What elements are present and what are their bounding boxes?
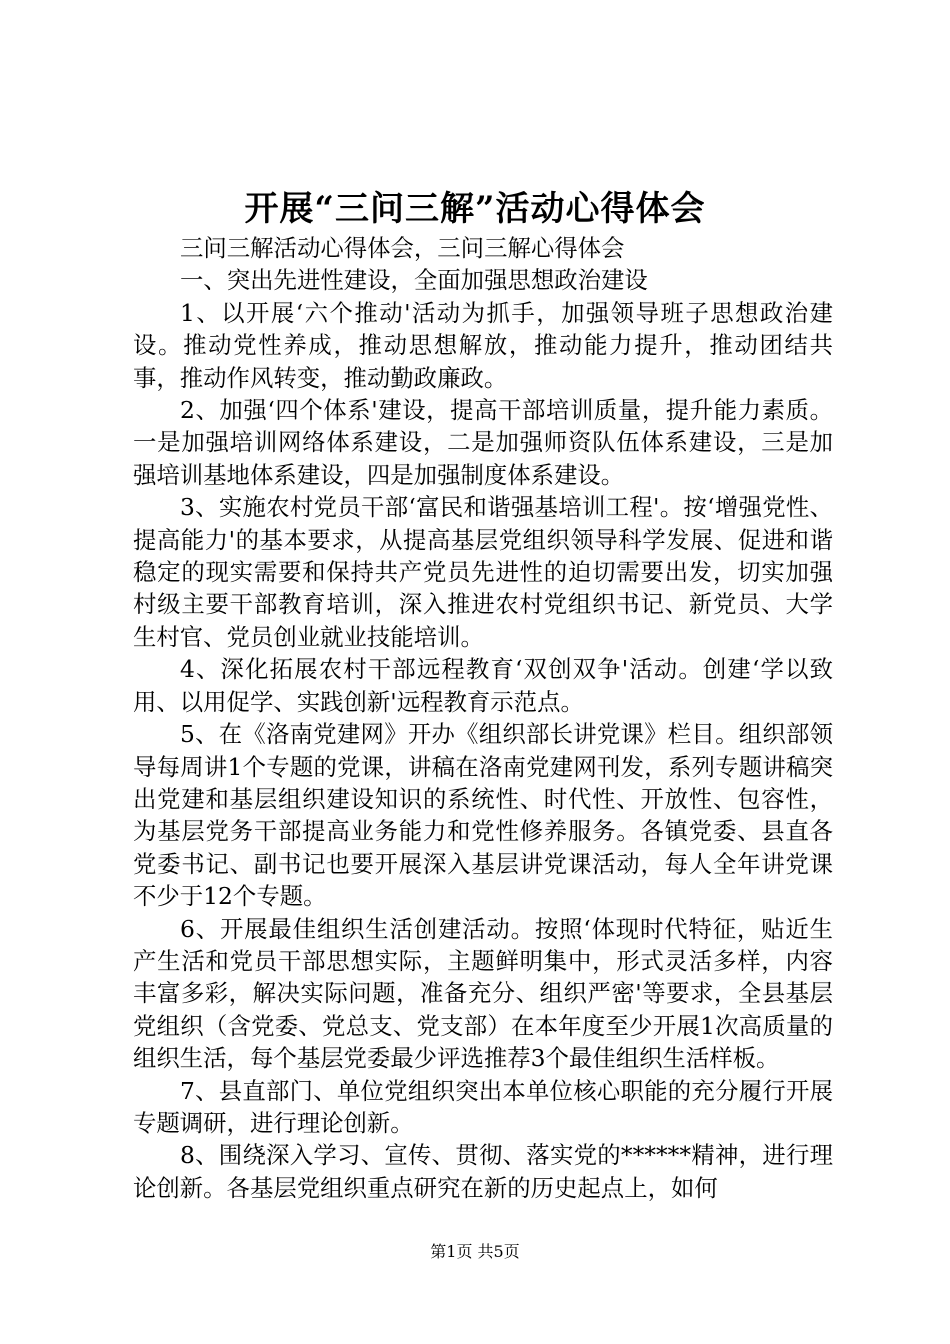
page-footer: 第1页 共5页 <box>430 1242 520 1261</box>
paragraph-item-1: 1、以开展‘六个推动'活动为抓手，加强领导班子思想政治建设。推动党性养成，推动思想解放，推动能力提升，推动团结共事，推动作风转变，推动勤政廉政。 <box>133 298 833 392</box>
paragraph-item-4: 4、深化拓展农村干部远程教育‘双创双争'活动。创建‘学以致用、以用促学、实践创新'远程教育示范点。 <box>133 655 833 716</box>
paragraph-item-8: 8、围绕深入学习、宣传、贯彻、落实党的******精神，进行理论创新。各基层党组织重点研究在新的历史起点上，如何 <box>133 1141 833 1202</box>
paragraph-item-3: 3、实施农村党员干部‘富民和谐强基培训工程'。按‘增强党性、提高能力'的基本要求，从提高基层党组织领导科学发展、促进和谐稳定的现实需要和保持共产党员先进性的迫切需要出发，切实加强村级主要干部教育培训，深入推进农村党组织书记、新党员、大学生村官、党员创业就业技能培训。 <box>133 493 833 651</box>
paragraph-item-2: 2、加强‘四个体系'建设，提高干部培训质量，提升能力素质。一是加强培训网络体系建设，二是加强师资队伍体系建设，三是加强培训基地体系建设，四是加强制度体系建设。 <box>133 396 833 489</box>
paragraph-item-6: 6、开展最佳组织生活创建活动。按照‘体现时代特征，贴近生产生活和党员干部思想实际，主题鲜明集中，形式灵活多样，内容丰富多彩，解决实际问题，准备充分、组织严密'等要求，全县基层党组织（含党委、党总支、党支部）在本年度至少开展1次高质量的组织生活，每个基层党委最少评选推荐3个最佳组织生活样板。 <box>133 914 833 1073</box>
document-title: 开展“三问三解”活动心得体会 <box>244 189 706 229</box>
paragraph-section-heading: 一、突出先进性建设，全面加强思想政治建设 <box>180 266 648 295</box>
paragraph-subtitle: 三问三解活动心得体会，三问三解心得体会 <box>180 234 625 262</box>
paragraph-item-7: 7、县直部门、单位党组织突出本单位核心职能的充分履行开展专题调研，进行理论创新。 <box>133 1076 833 1137</box>
document-body <box>133 232 833 1204</box>
paragraph-item-5: 5、在《洛南党建网》开办《组织部长讲党课》栏目。组织部领导每周讲1个专题的党课，讲稿在洛南党建网刊发，系列专题讲稿突出党建和基层组织建设知识的系统性、时代性、开放性、包容性，为基层党务干部提高业务能力和党性修养服务。各镇党委、县直各党委书记、副书记也要开展深入基层讲党课活动，每人全年讲党课不少于12个专题。 <box>133 720 833 911</box>
